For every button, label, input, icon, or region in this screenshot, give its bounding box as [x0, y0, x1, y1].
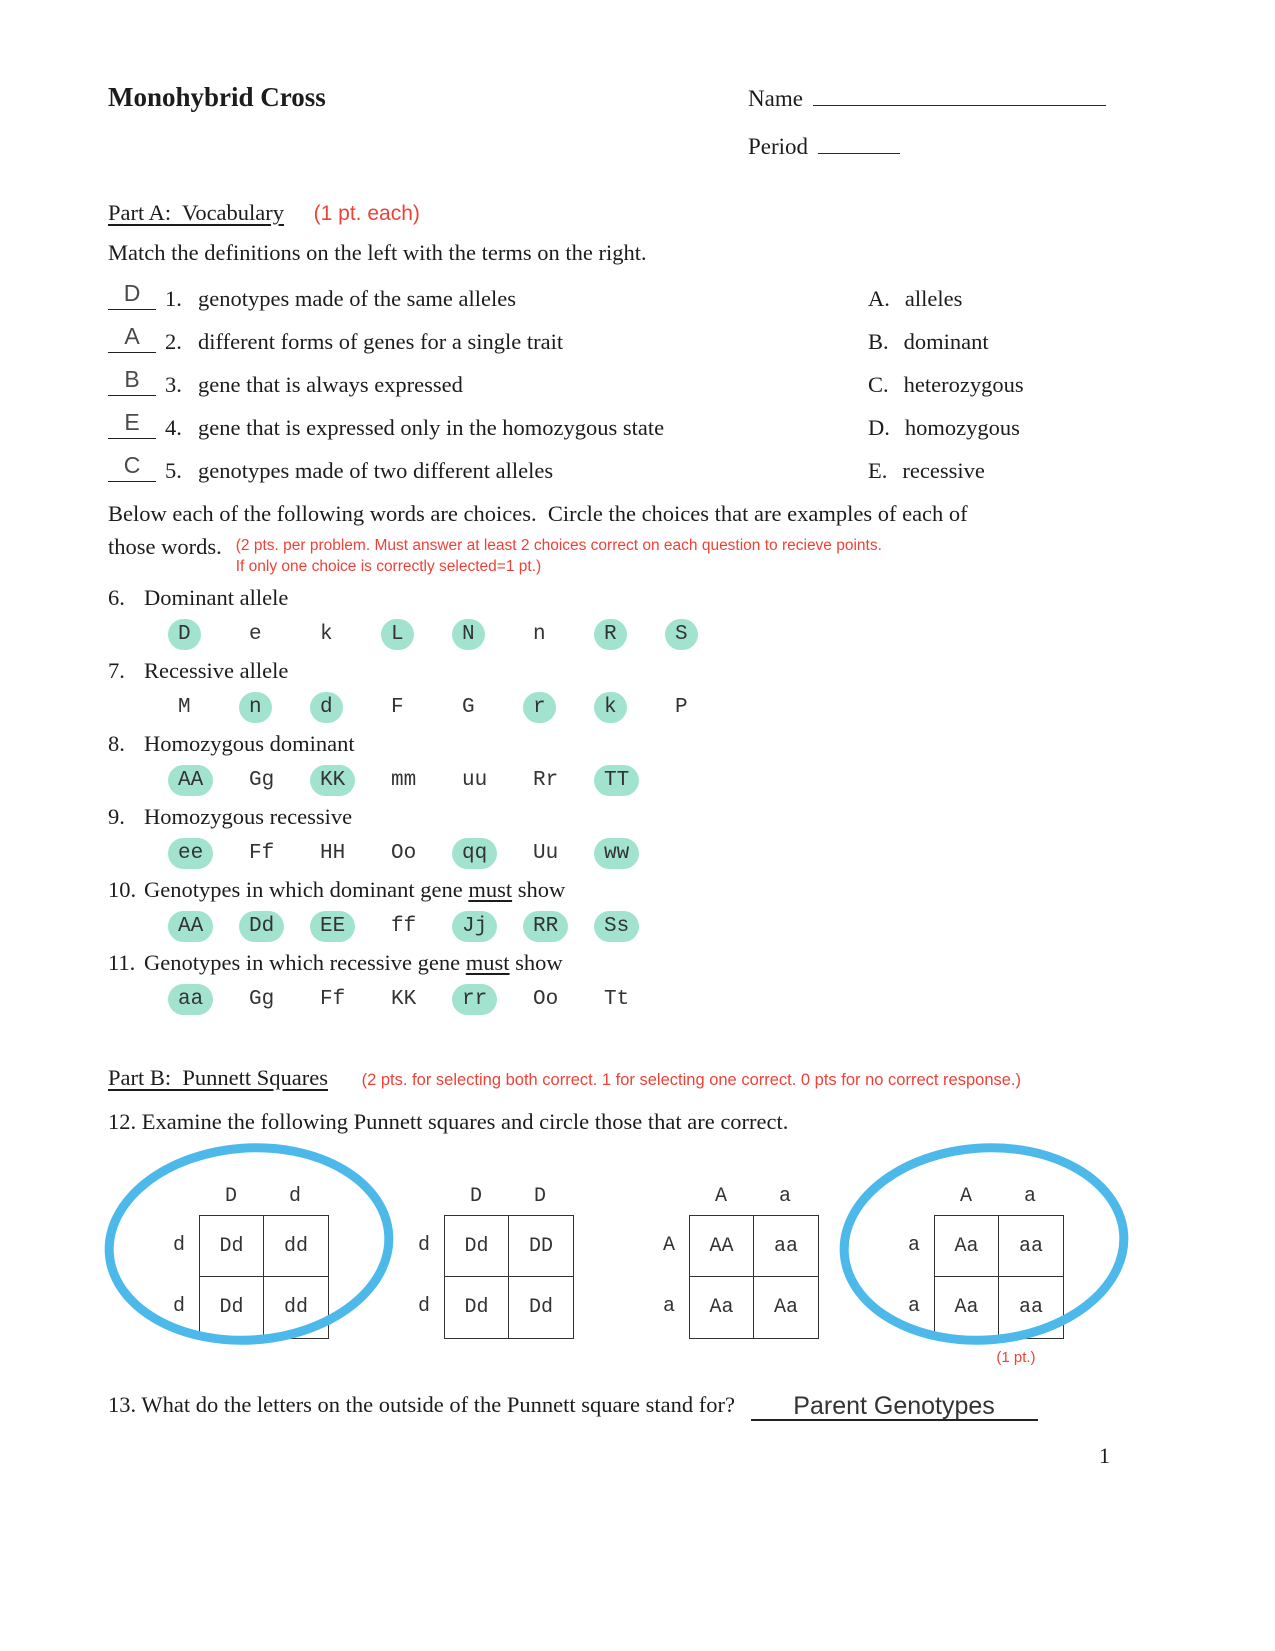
punnett-side-label: d — [417, 1295, 430, 1318]
punnett-body — [900, 1215, 1064, 1339]
choices-row — [174, 619, 1215, 650]
handwritten-answer: C — [123, 452, 141, 478]
choice-slot — [387, 984, 458, 1015]
choice-letter: ee — [168, 838, 213, 869]
choice-letter: EE — [310, 911, 355, 942]
question-prompt — [108, 583, 1215, 613]
term-word: recessive — [902, 458, 985, 483]
term-letter: A. — [868, 286, 890, 311]
period-label: Period — [748, 134, 809, 159]
choice-slot — [600, 911, 671, 942]
punnett-square — [900, 1185, 1064, 1339]
punnett-cell: Aa — [690, 1277, 754, 1338]
choice-letter: uu — [462, 769, 488, 792]
question-number: 6. — [108, 585, 125, 610]
choice-letter: R — [594, 619, 627, 650]
choice-letter: Gg — [249, 988, 275, 1011]
matching-row — [108, 407, 1215, 450]
choice-slot — [245, 765, 316, 796]
term-word: homozygous — [904, 415, 1020, 440]
choice-letter: Oo — [391, 842, 417, 865]
choice-letter: e — [249, 623, 262, 646]
question-text: Genotypes in which dominant gene — [144, 877, 469, 902]
choice-letter: D — [168, 619, 201, 650]
punnett-top-label: a — [778, 1185, 791, 1208]
matching-number: 3. — [165, 372, 182, 397]
choice-slot — [174, 984, 245, 1015]
punnett-cell: Dd — [445, 1277, 509, 1338]
matching-row — [108, 364, 1215, 407]
choice-letter: Tt — [604, 988, 630, 1011]
term-letter: B. — [868, 329, 889, 354]
punnett-table — [444, 1215, 574, 1339]
punnett-top-label: a — [1023, 1185, 1036, 1208]
choice-letter: rr — [452, 984, 497, 1015]
matching-instructions: Match the definitions on the left with the terms on the right. — [108, 240, 647, 265]
punnett-body — [410, 1215, 574, 1339]
choice-slot — [387, 692, 458, 723]
choice-letter: qq — [452, 838, 497, 869]
question-text-tail: show — [509, 950, 563, 975]
punnett-top-labels — [199, 1185, 329, 1215]
choice-letter: AA — [168, 765, 213, 796]
question-prompt — [108, 802, 1215, 832]
punnett-square — [165, 1185, 329, 1339]
punnett-body — [655, 1215, 819, 1339]
grading-note-line2: If only one choice is correctly selected=1 pt.) — [235, 558, 542, 575]
part-a-points-note: (1 pt. each) — [313, 202, 420, 225]
punnett-cell: Aa — [935, 1277, 999, 1338]
question-13-text: 13. What do the letters on the outside of the Punnett square stand for? — [108, 1392, 735, 1417]
choice-letter: P — [675, 696, 688, 719]
choice-slot — [529, 984, 600, 1015]
question-text-underlined: must — [465, 950, 510, 975]
vocab-question — [108, 583, 1215, 650]
page-number: 1 — [1099, 1443, 1110, 1468]
question-text: Recessive allele — [144, 658, 289, 683]
choice-letter: n — [239, 692, 272, 723]
choice-letter: M — [178, 696, 191, 719]
choice-slot — [671, 619, 742, 650]
punnett-cell: Dd — [528, 1296, 553, 1319]
matching-term — [868, 415, 1020, 441]
choice-slot — [529, 692, 600, 723]
question-prompt — [108, 875, 1215, 905]
choice-slot — [316, 911, 387, 942]
circle-instructions-line2 — [108, 530, 1215, 577]
punnett-cell: aa — [1018, 1296, 1043, 1319]
choice-slot — [458, 911, 529, 942]
choice-slot — [529, 765, 600, 796]
choice-slot — [458, 692, 529, 723]
matching-definition: gene that is always expressed — [198, 372, 463, 397]
choice-slot — [600, 838, 671, 869]
choice-letter: HH — [320, 842, 346, 865]
handwritten-answer: D — [123, 280, 141, 306]
question-13-answer-blank — [751, 1349, 1038, 1421]
punnett-top-label: d — [288, 1185, 301, 1208]
choice-letter: RR — [523, 911, 568, 942]
matching-row — [108, 321, 1215, 364]
choice-slot — [316, 619, 387, 650]
matching-number: 1. — [165, 286, 182, 311]
choice-slot — [245, 838, 316, 869]
matching-term — [868, 458, 985, 484]
question-number: 8. — [108, 731, 125, 756]
punnett-cell: dd — [283, 1296, 308, 1319]
choice-slot — [387, 911, 458, 942]
punnett-cell: Dd — [445, 1216, 509, 1277]
period-blank — [818, 153, 900, 154]
part-b-points-note: (2 pts. for selecting both correct. 1 for selecting one correct. 0 pts for no correct response.) — [361, 1071, 1022, 1089]
choice-slot — [671, 692, 742, 723]
choice-slot — [458, 765, 529, 796]
vocab-question — [108, 802, 1215, 869]
choice-slot — [387, 838, 458, 869]
vocab-question — [108, 656, 1215, 723]
choice-letter: S — [665, 619, 698, 650]
punnett-top-labels — [444, 1185, 574, 1215]
choice-slot — [174, 765, 245, 796]
choice-letter: Ff — [249, 842, 275, 865]
term-letter: E. — [868, 458, 888, 483]
punnett-side-label: d — [417, 1234, 430, 1257]
question-12-text: 12. Examine the following Punnett squares and circle those that are correct. — [108, 1109, 789, 1134]
choice-slot — [387, 619, 458, 650]
choice-slot — [245, 619, 316, 650]
handwritten-answer: B — [124, 366, 140, 392]
punnett-cell: Dd — [200, 1216, 264, 1277]
matching-number: 4. — [165, 415, 182, 440]
question-text-underlined: must — [468, 877, 513, 902]
choice-letter: aa — [168, 984, 213, 1015]
question-13-points-note: (1 pt.) — [996, 1349, 1036, 1366]
name-blank — [813, 105, 1106, 106]
matching-row — [108, 278, 1215, 321]
vocab-question — [108, 948, 1215, 1015]
choice-letter: G — [462, 696, 475, 719]
choices-row — [174, 984, 1215, 1015]
choice-letter: TT — [594, 765, 639, 796]
punnett-cell: dd — [264, 1216, 328, 1277]
choice-letter: F — [391, 696, 404, 719]
vocab-question — [108, 729, 1215, 796]
question-text: Homozygous recessive — [144, 804, 353, 829]
period-line — [748, 134, 900, 160]
punnett-side-label: A — [662, 1234, 675, 1257]
punnett-cell: aa — [999, 1216, 1063, 1277]
question-text: Homozygous dominant — [144, 731, 355, 756]
question-number: 11. — [108, 950, 136, 975]
matching-term — [868, 372, 1024, 398]
page-header — [0, 0, 1275, 192]
choice-slot — [245, 984, 316, 1015]
punnett-side-label: d — [172, 1234, 185, 1257]
matching-answer-blank — [108, 323, 156, 353]
punnett-square — [410, 1185, 574, 1339]
punnett-top-labels — [689, 1185, 819, 1215]
choice-slot — [387, 765, 458, 796]
grading-note-line1: (2 pts. per problem. Must answer at least 2 choices correct on each question to recieve points. — [235, 537, 882, 554]
choice-slot — [174, 838, 245, 869]
choice-letter: Ff — [320, 988, 346, 1011]
matching-answer-blank — [108, 280, 156, 310]
choices-row — [174, 692, 1215, 723]
question-text: Genotypes in which recessive gene — [144, 950, 466, 975]
choice-letter: Jj — [452, 911, 497, 942]
handwritten-answer: E — [124, 409, 140, 435]
matching-definition: genotypes made of two different alleles — [198, 458, 554, 483]
choice-slot — [458, 619, 529, 650]
part-b-heading — [108, 1065, 1215, 1091]
choice-letter: Ss — [594, 911, 639, 942]
punnett-cell: Dd — [200, 1277, 264, 1338]
choice-slot — [316, 765, 387, 796]
punnett-side-label: a — [907, 1234, 920, 1257]
choice-slot — [600, 692, 671, 723]
choice-slot — [245, 692, 316, 723]
matching-number: 5. — [165, 458, 182, 483]
choice-slot — [600, 619, 671, 650]
circle-instructions-tail: those words. — [108, 534, 222, 559]
question-text: Dominant allele — [144, 585, 289, 610]
choice-slot — [316, 984, 387, 1015]
punnett-cell: AA — [690, 1216, 754, 1277]
handwritten-answer: A — [124, 323, 140, 349]
punnett-cell: aa — [754, 1216, 818, 1277]
matching-answer-blank — [108, 452, 156, 482]
part-a-heading — [108, 200, 1215, 226]
choice-letter: KK — [310, 765, 355, 796]
choice-slot — [174, 619, 245, 650]
page-title: Monohybrid Cross — [108, 82, 326, 112]
grading-note — [236, 530, 882, 577]
punnett-cell: Aa — [773, 1296, 798, 1319]
worksheet-body — [0, 200, 1275, 1469]
choice-letter: L — [381, 619, 414, 650]
choice-letter: d — [310, 692, 343, 723]
punnett-side-labels — [165, 1215, 199, 1339]
vocab-questions — [108, 583, 1215, 1015]
question-number: 9. — [108, 804, 125, 829]
punnett-top-label: D — [533, 1185, 546, 1208]
matching-definition: different forms of genes for a single trait — [198, 329, 564, 354]
choices-row — [174, 838, 1215, 869]
question-text-tail: show — [512, 877, 566, 902]
punnett-row — [165, 1185, 1215, 1339]
choice-slot — [316, 692, 387, 723]
punnett-cell: Aa — [935, 1216, 999, 1277]
choice-letter: AA — [168, 911, 213, 942]
matching-definition: gene that is expressed only in the homozygous state — [198, 415, 665, 440]
punnett-side-label: a — [662, 1295, 675, 1318]
punnett-side-label: a — [907, 1295, 920, 1318]
matching-list — [108, 278, 1215, 493]
choice-slot — [529, 619, 600, 650]
vocab-question — [108, 875, 1215, 942]
choices-row — [174, 765, 1215, 796]
question-prompt — [108, 656, 1215, 686]
choice-letter: Dd — [239, 911, 284, 942]
question-prompt — [108, 948, 1215, 978]
circle-instructions — [108, 497, 1215, 577]
choice-letter: ff — [391, 915, 417, 938]
choice-slot — [529, 838, 600, 869]
choice-letter: Uu — [533, 842, 559, 865]
choice-slot — [529, 911, 600, 942]
handwritten-answer-13: Parent Genotypes — [793, 1392, 995, 1420]
punnett-cell: DD — [509, 1216, 573, 1277]
question-prompt — [108, 729, 1215, 759]
choice-slot — [458, 838, 529, 869]
question-13 — [108, 1349, 1215, 1421]
choice-slot — [316, 838, 387, 869]
question-number: 10. — [108, 877, 137, 902]
matching-answer-blank — [108, 366, 156, 396]
punnett-side-label: d — [172, 1295, 185, 1318]
matching-row — [108, 450, 1215, 493]
punnett-top-label: A — [959, 1185, 972, 1208]
choice-letter: k — [320, 623, 333, 646]
punnett-body — [165, 1215, 329, 1339]
choice-letter: KK — [391, 988, 417, 1011]
choice-letter: Rr — [533, 769, 559, 792]
punnett-top-label: D — [469, 1185, 482, 1208]
punnett-square — [655, 1185, 819, 1339]
name-label: Name — [748, 86, 803, 111]
choice-slot — [458, 984, 529, 1015]
punnett-side-labels — [655, 1215, 689, 1339]
choice-letter: ww — [594, 838, 639, 869]
choices-row — [174, 911, 1215, 942]
choice-slot — [174, 692, 245, 723]
term-word: heterozygous — [903, 372, 1024, 397]
punnett-side-labels — [900, 1215, 934, 1339]
choice-slot — [174, 911, 245, 942]
punnett-table — [934, 1215, 1064, 1339]
choice-letter: n — [533, 623, 546, 646]
punnett-side-labels — [410, 1215, 444, 1339]
choice-slot — [245, 911, 316, 942]
name-line — [748, 86, 1106, 112]
choice-letter: N — [452, 619, 485, 650]
choice-slot — [600, 765, 671, 796]
part-a-title: Part A: Vocabulary — [108, 200, 285, 225]
choice-letter: Oo — [533, 988, 559, 1011]
choice-letter: mm — [391, 769, 417, 792]
circle-instructions-line1: Below each of the following words are choices. Circle the choices that are examples of each of — [108, 501, 968, 526]
choice-letter: r — [523, 692, 556, 723]
term-letter: C. — [868, 372, 889, 397]
question-number: 7. — [108, 658, 125, 683]
punnett-top-label: D — [224, 1185, 237, 1208]
term-letter: D. — [868, 415, 890, 440]
matching-term — [868, 329, 989, 355]
term-word: alleles — [904, 286, 963, 311]
punnett-top-labels — [934, 1185, 1064, 1215]
punnett-top-label: A — [714, 1185, 727, 1208]
matching-term — [868, 286, 962, 312]
choice-letter: k — [594, 692, 627, 723]
matching-number: 2. — [165, 329, 182, 354]
matching-definition: genotypes made of the same alleles — [198, 286, 517, 311]
choice-slot — [600, 984, 671, 1015]
choice-letter: Gg — [249, 769, 275, 792]
punnett-table — [689, 1215, 819, 1339]
punnett-table — [199, 1215, 329, 1339]
matching-answer-blank — [108, 409, 156, 439]
part-b-title: Part B: Punnett Squares — [108, 1065, 328, 1090]
term-word: dominant — [903, 329, 989, 354]
